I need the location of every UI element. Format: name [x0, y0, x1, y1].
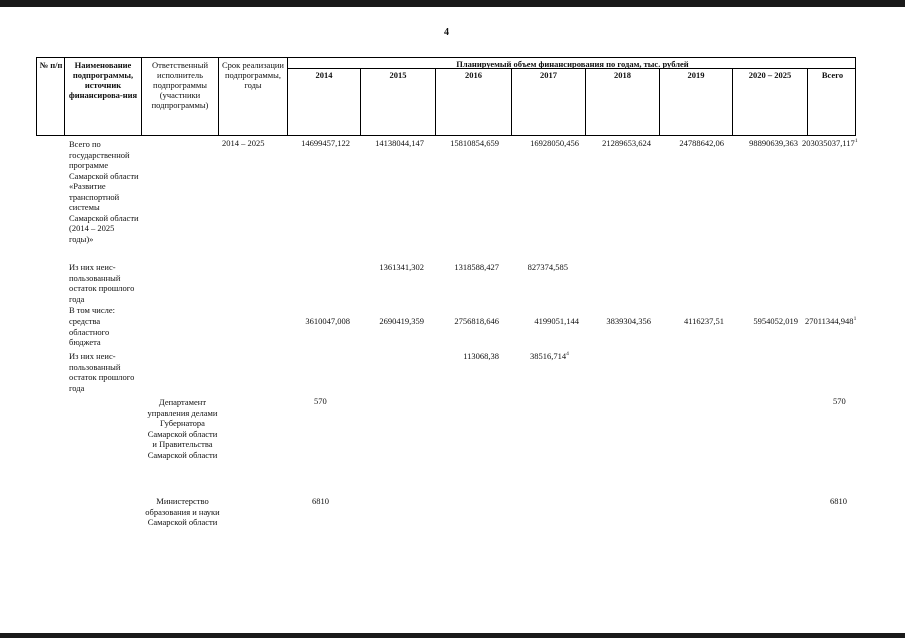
- row-dept2-2014: 6810: [312, 496, 329, 506]
- row-dept2-total: 6810: [830, 496, 847, 506]
- row-regional-2019: 4116237,51: [683, 316, 724, 326]
- header-year-2018: 2018: [614, 70, 631, 80]
- header-funding: Планируемый объем финансирования по годам, тыс. рублей: [456, 59, 689, 69]
- row-regional-name: средства областного бюджета: [69, 316, 110, 347]
- header-year-2016: 2016: [465, 70, 482, 80]
- header-year-2020-2025: 2020 – 2025: [748, 70, 792, 80]
- row-dept1-2014: 570: [314, 396, 327, 406]
- row-including-label: В том числе:: [69, 305, 115, 315]
- row-total-term: 2014 – 2025: [222, 138, 265, 148]
- row-regional-sum: 27011344,948$^1$: [805, 316, 857, 326]
- row-total-2019: 24788642,06: [679, 138, 724, 148]
- row-total-2017: 16928050,456: [530, 138, 579, 148]
- header-year-2017: 2017: [540, 70, 557, 80]
- row-total-2016: 15810854,659: [450, 138, 499, 148]
- row-regional-2014: 3610047,008: [305, 316, 350, 326]
- row-unused2-name: Из них неис-пользованный остаток прошлого года: [69, 351, 135, 393]
- row-regional-2020-2025: 5954052,019: [753, 316, 798, 326]
- header-term: Срок реализации подпрограммы, годы: [222, 60, 284, 90]
- row-unused1-name: Из них неис-пользованный остаток прошлого года: [69, 262, 135, 304]
- header-year-2014: 2014: [315, 70, 333, 80]
- row-unused1-2016: 1318588,427: [454, 262, 499, 272]
- row-dept1-executor: Департамент управления делами Губернатора Самарской области и Правительства Самарской области: [147, 397, 218, 460]
- row-unused1-2015: 1361341,302: [379, 262, 424, 272]
- table-header: [36, 57, 856, 136]
- top-border-bar: [0, 0, 905, 7]
- header-total: Всего: [821, 70, 844, 80]
- row-total-2015: 14138044,147: [375, 138, 424, 148]
- row-unused2-2017: 38516,714$^4$: [530, 351, 569, 361]
- row-total-name: Всего по государственной программе Самарской области «Развитие транспортной системы Самарской области (2014 – 2025 годы)»: [69, 139, 139, 244]
- header-num: № п/п: [39, 60, 63, 70]
- header-name: Наименование подпрограммы, источник финансирова-ния: [68, 60, 138, 100]
- header-executor: Ответственный исполнитель подпрограммы (участники подпрограммы): [151, 60, 209, 110]
- row-dept1-total: 570: [833, 396, 846, 406]
- row-regional-2016: 2756818,646: [454, 316, 499, 326]
- header-year-2019: 2019: [687, 70, 705, 80]
- row-regional-2015: 2690419,359: [379, 316, 424, 326]
- row-total-2018: 21289653,624: [602, 138, 651, 148]
- page-number: 4: [444, 27, 449, 38]
- header-year-2015: 2015: [389, 70, 407, 80]
- row-regional-2017: 4199051,144: [534, 316, 579, 326]
- row-dept2-executor: Министерство образования и науки Самарской области: [145, 496, 220, 527]
- bottom-border-bar: [0, 633, 905, 638]
- row-unused2-2016: 113068,38: [463, 351, 499, 361]
- row-total-2020-2025: 98890639,363: [749, 138, 798, 148]
- row-total-2014: 14699457,122: [301, 138, 350, 148]
- row-total-sum: 203035037,117$^1$: [802, 138, 858, 148]
- row-regional-2018: 3839304,356: [606, 316, 651, 326]
- row-unused1-2017: 827374,585: [527, 262, 568, 272]
